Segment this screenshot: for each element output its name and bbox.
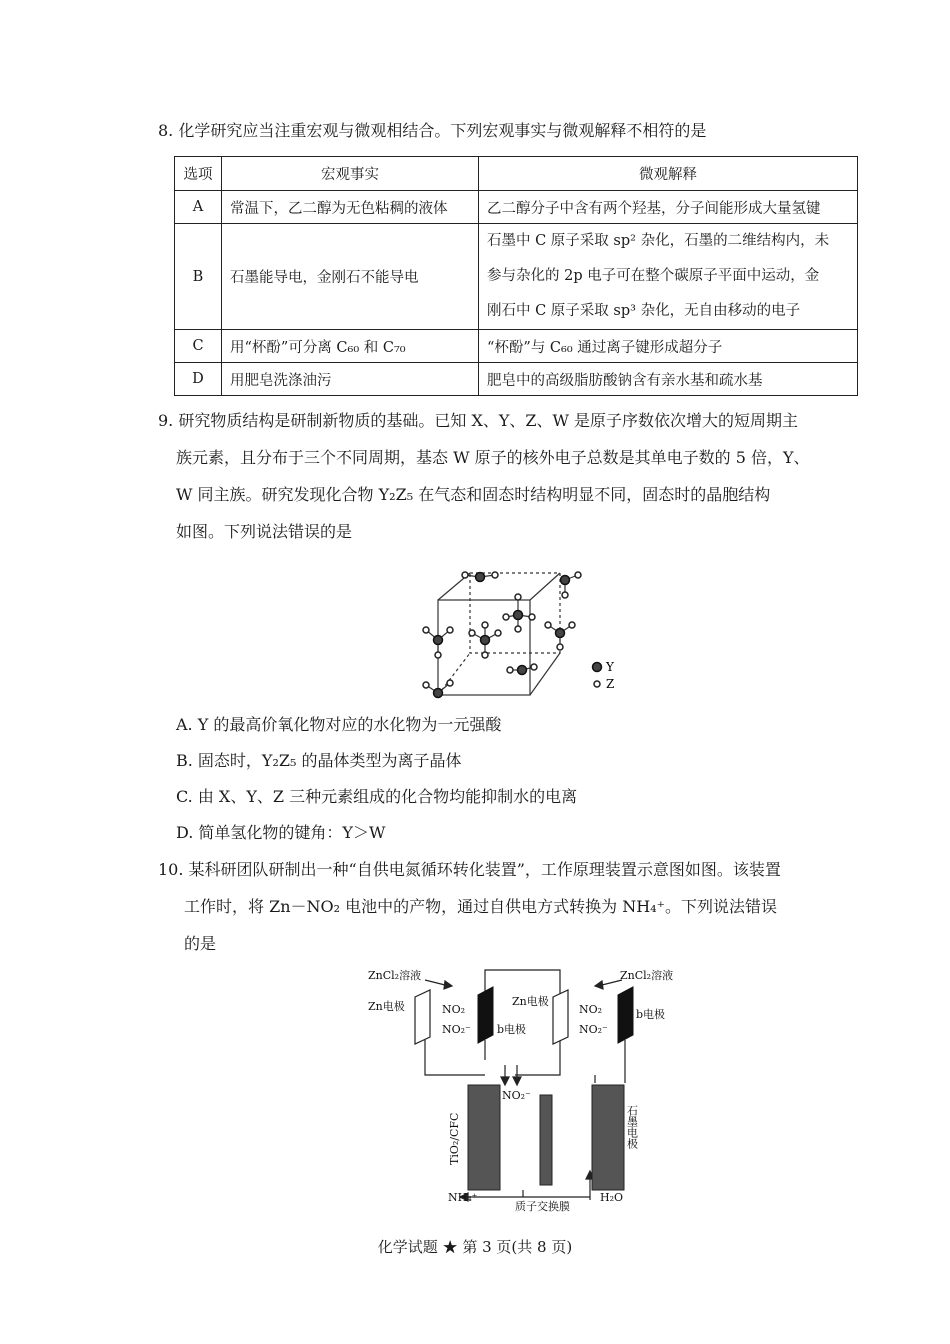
zncl2-left-label: ZnCl₂溶液 bbox=[368, 969, 422, 982]
legend-y: Y bbox=[606, 660, 614, 674]
stem-line: W 同主族。研究发现化合物 Y₂Z₅ 在气态和固态时结构明显不同，固态时的晶胞结构 bbox=[176, 485, 771, 504]
zn-left-label: Zn电极 bbox=[368, 1000, 405, 1013]
zncl2-right-label: ZnCl₂溶液 bbox=[620, 969, 674, 982]
stem-line: 10. 某科研团队研制出一种“自供电氮循环转化装置”，工作原理装置示意图如图。该装置 bbox=[158, 860, 781, 879]
zn-mid-label: Zn电极 bbox=[512, 995, 549, 1008]
no2-label: NO₂ bbox=[579, 1003, 603, 1016]
q8-table bbox=[174, 156, 858, 396]
device-diagram bbox=[360, 965, 690, 1215]
micro-explanation: 乙二醇分子中含有两个羟基，分子间能形成大量氢键 bbox=[479, 191, 858, 224]
b-left-label: b电极 bbox=[497, 1023, 527, 1036]
table-row bbox=[175, 330, 858, 363]
header-option: 选项 bbox=[175, 157, 222, 191]
h2o-label: H₂O bbox=[600, 1191, 624, 1204]
option-label: D bbox=[175, 363, 222, 396]
explanation-line: 参与杂化的 2p 电子可在整个碳原子平面中运动，金 bbox=[487, 268, 820, 284]
explanation-line: 石墨中 C 原子采取 sp² 杂化，石墨的二维结构内，未 bbox=[487, 233, 830, 249]
q10-stem bbox=[158, 851, 781, 962]
stem-line: 9. 研究物质结构是研制新物质的基础。已知 X、Y、Z、W 是原子序数依次增大的短周期主 bbox=[158, 411, 799, 430]
crystal-cell-figure bbox=[410, 555, 630, 705]
micro-explanation bbox=[479, 224, 858, 330]
q9-option-c: C. 由 X、Y、Z 三种元素组成的化合物均能抑制水的电离 bbox=[176, 787, 578, 806]
stem-line: 的是 bbox=[184, 934, 217, 953]
no2-ion-label: NO₂⁻ bbox=[579, 1023, 608, 1036]
stem-line: 如图。下列说法错误的是 bbox=[176, 522, 353, 541]
header-macro: 宏观事实 bbox=[222, 157, 479, 191]
stem-line: 族元素，且分布于三个不同周期，基态 W 原子的核外电子总数是其单电子数的 5 倍，Y、 bbox=[176, 448, 810, 467]
page-footer: 化学试题 ★ 第 3 页(共 8 页) bbox=[377, 1238, 573, 1256]
legend-z: Z bbox=[606, 677, 615, 691]
q9-stem bbox=[158, 402, 810, 550]
table-row bbox=[175, 191, 858, 224]
stem-line: 工作时，将 Zn－NO₂ 电池中的产物，通过自供电方式转换为 NH₄⁺。下列说法错误 bbox=[184, 897, 778, 916]
macro-fact: 石墨能导电，金刚石不能导电 bbox=[222, 224, 479, 330]
explanation-line: 刚石中 C 原子采取 sp³ 杂化，无自由移动的电子 bbox=[487, 303, 801, 319]
no2-ion-label: NO₂⁻ bbox=[442, 1023, 471, 1036]
no2-ion-inflow-label: NO₂⁻ bbox=[502, 1089, 531, 1102]
graphite-label: 石墨电极 bbox=[625, 1105, 639, 1149]
q9-option-b: B. 固态时，Y₂Z₅ 的晶体类型为离子晶体 bbox=[176, 751, 462, 770]
nh4-label: NH₄⁺ bbox=[448, 1191, 478, 1204]
q9-option-d: D. 简单氢化物的键角：Y＞W bbox=[176, 823, 386, 842]
option-label: B bbox=[175, 224, 222, 330]
option-label: A bbox=[175, 191, 222, 224]
q8-stem: 8. 化学研究应当注重宏观与微观相结合。下列宏观事实与微观解释不相符的是 bbox=[158, 121, 707, 140]
b-right-label: b电极 bbox=[636, 1008, 666, 1021]
macro-fact: 用“杯酚”可分离 C₆₀ 和 C₇₀ bbox=[222, 330, 479, 363]
q9-option-a: A. Y 的最高价氧化物对应的水化物为一元强酸 bbox=[176, 715, 502, 734]
membrane-label: 质子交换膜 bbox=[515, 1200, 570, 1213]
micro-explanation: 肥皂中的高级脂肪酸钠含有亲水基和疏水基 bbox=[479, 363, 858, 396]
micro-explanation: “杯酚”与 C₆₀ 通过离子键形成超分子 bbox=[479, 330, 858, 363]
option-label: C bbox=[175, 330, 222, 363]
macro-fact: 常温下，乙二醇为无色粘稠的液体 bbox=[222, 191, 479, 224]
table-row bbox=[175, 224, 858, 330]
header-micro: 微观解释 bbox=[479, 157, 858, 191]
table-row bbox=[175, 363, 858, 396]
macro-fact: 用肥皂洗涤油污 bbox=[222, 363, 479, 396]
tio2-label: TiO₂/CFC bbox=[448, 1112, 461, 1165]
no2-label: NO₂ bbox=[442, 1003, 466, 1016]
